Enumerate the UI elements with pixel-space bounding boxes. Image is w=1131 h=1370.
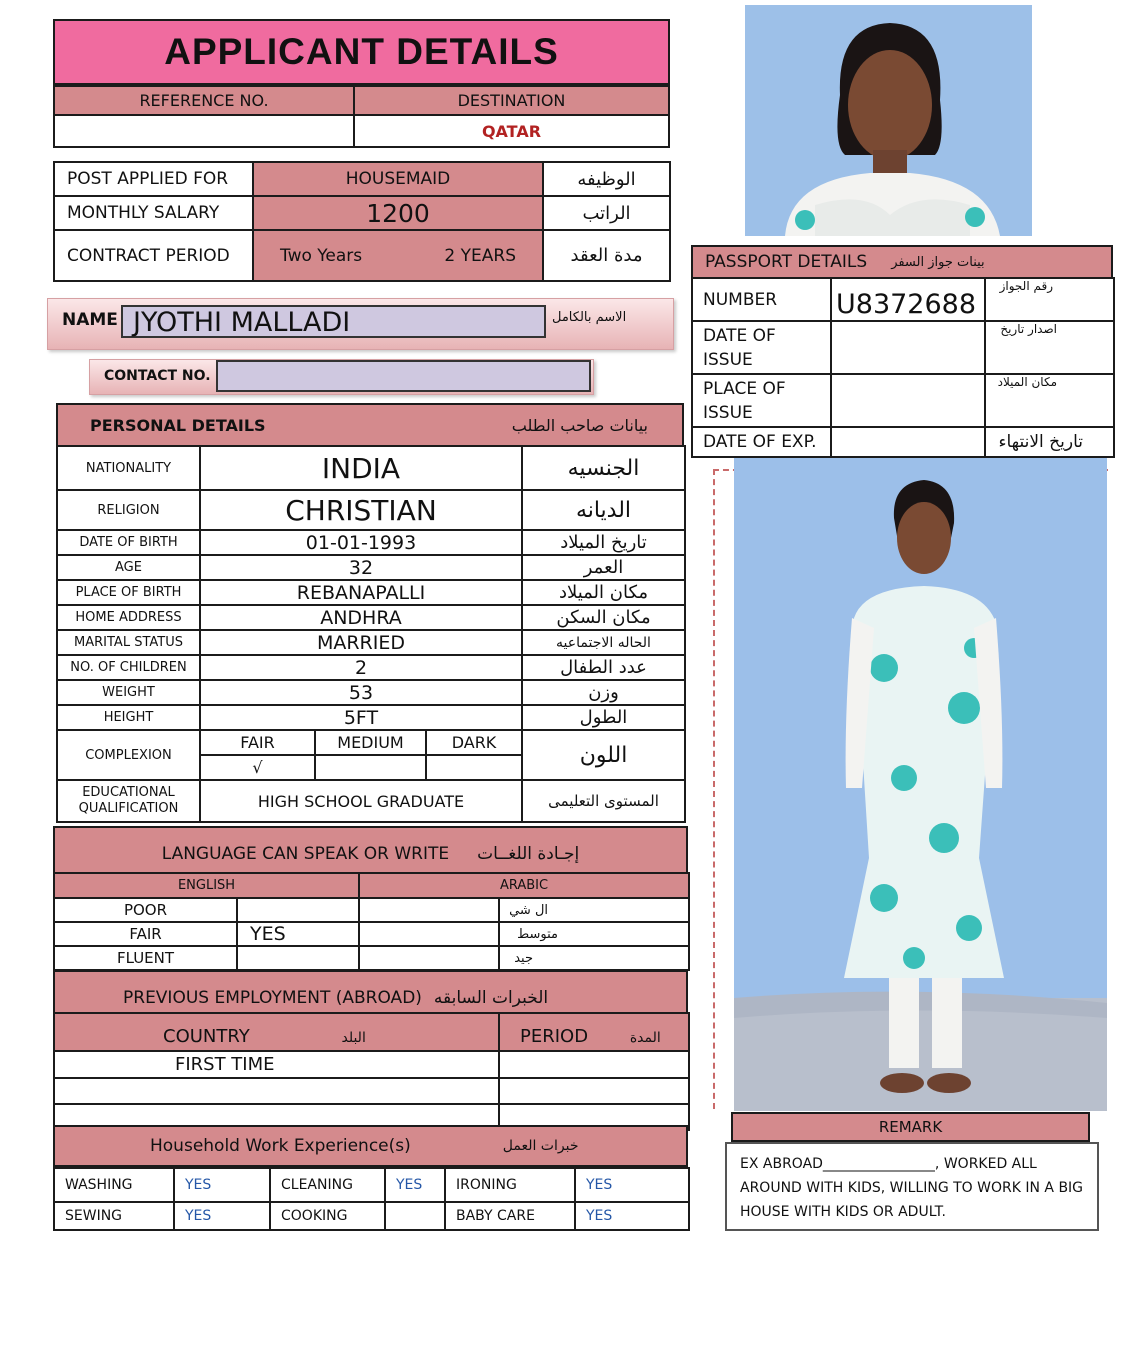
household-table: WASHING YES CLEANING YES IRONING YES SEWING YES COOKING BABY CARE YES	[53, 1167, 690, 1231]
passport-header: PASSPORT DETAILS بينات جواز السفر	[691, 245, 1113, 279]
reference-label-cell: REFERENCE NO.	[53, 85, 355, 116]
home-address-value: ANDHRA	[200, 605, 522, 630]
complexion-grid: FAIR MEDIUM DARK √	[201, 731, 521, 779]
person-full-body-icon	[734, 458, 1107, 1111]
contact-field	[216, 360, 591, 392]
household-header: Household Work Experience(s) خبرات العمل	[53, 1125, 688, 1167]
name-value: JYOTHI MALLADI	[133, 307, 351, 338]
page-title-box	[53, 19, 670, 85]
destination-value: QATAR	[481, 121, 542, 141]
marital-status-value: MARRIED	[200, 630, 522, 655]
employment-table: COUNTRY البلد PERIOD المدة FIRST TIME	[53, 1012, 690, 1131]
passport-photo	[745, 5, 1032, 236]
nationality-value: INDIA	[200, 446, 522, 490]
remark-text: EX ABROAD________________, WORKED ALL AROUND WITH KIDS, WILLING TO WORK IN A BIG HOUSE WITH KIDS OR ADULT.	[740, 1156, 1084, 1220]
salary-value: 1200	[366, 198, 430, 228]
employment-country-value: FIRST TIME	[54, 1051, 499, 1078]
children-value: 2	[200, 655, 522, 680]
personal-details-header: PERSONAL DETAILS بيانات صاحب الطلب	[56, 403, 684, 447]
employment-header: PREVIOUS EMPLOYMENT (ABROAD) الخبرات السابقه	[53, 970, 688, 1014]
destination-label-cell: DESTINATION	[353, 85, 670, 116]
name-field	[121, 305, 546, 338]
dob-value: 01-01-1993	[200, 530, 522, 555]
page-title: APPLICANT DETAILS	[164, 31, 559, 72]
language-header: LANGUAGE CAN SPEAK OR WRITE إجـادة اللغــات	[53, 826, 688, 874]
height-value: 5FT	[200, 705, 522, 730]
full-body-photo	[734, 458, 1107, 1111]
person-portrait-icon	[745, 5, 1032, 236]
age-value: 32	[200, 555, 522, 580]
name-label-arabic: الاسم بالكامل	[552, 310, 627, 325]
reference-value-cell	[53, 114, 355, 148]
contact-label: CONTACT NO.	[104, 368, 211, 384]
personal-details-table: NATIONALITY INDIA الجنسيه RELIGION CHRISTIAN الديانه DATE OF BIRTH 01-01-1993 تاريخ الميلاد AGE 32 العمر PLACE OF BIRTH REBANAPALLI مكان الميلاد HOME ADDRESS ANDHRA مكان السكن MARITAL STATUS MARRIED الحاله الاجتماعيه NO. OF CHILDREN 2 عدد الطفال WEIGHT 53 وزن HEIGHT 5FT الطول COMPLEXION FAIR MEDIUM DARK √ اللون EDUCATIONAL QUALIFICATION HIGH SCHOOL GRADUATE المستوى التعليمى	[56, 445, 686, 823]
place-of-birth-value: REBANAPALLI	[200, 580, 522, 605]
education-value: HIGH SCHOOL GRADUATE	[200, 780, 522, 822]
destination-value-cell	[353, 114, 670, 148]
name-label: NAME	[62, 310, 118, 330]
complexion-fair-mark: √	[201, 755, 315, 779]
religion-value: CHRISTIAN	[200, 490, 522, 530]
passport-table: NUMBER U8372688 رقم الجواز DATE OF ISSUE اصدار تاريخ PLACE OF ISSUE مكان الميلاد DATE OF EXP. تاريخ الانتهاء	[691, 277, 1115, 458]
remark-box	[725, 1142, 1099, 1231]
passport-number-value: U8372688	[831, 278, 985, 321]
language-table: ENGLISH ARABIC POOR ال شي FAIR YES متوسط FLUENT جيد	[53, 872, 690, 971]
english-fair-value: YES	[237, 922, 359, 946]
weight-value: 53	[200, 680, 522, 705]
remark-header: REMARK	[731, 1112, 1090, 1142]
